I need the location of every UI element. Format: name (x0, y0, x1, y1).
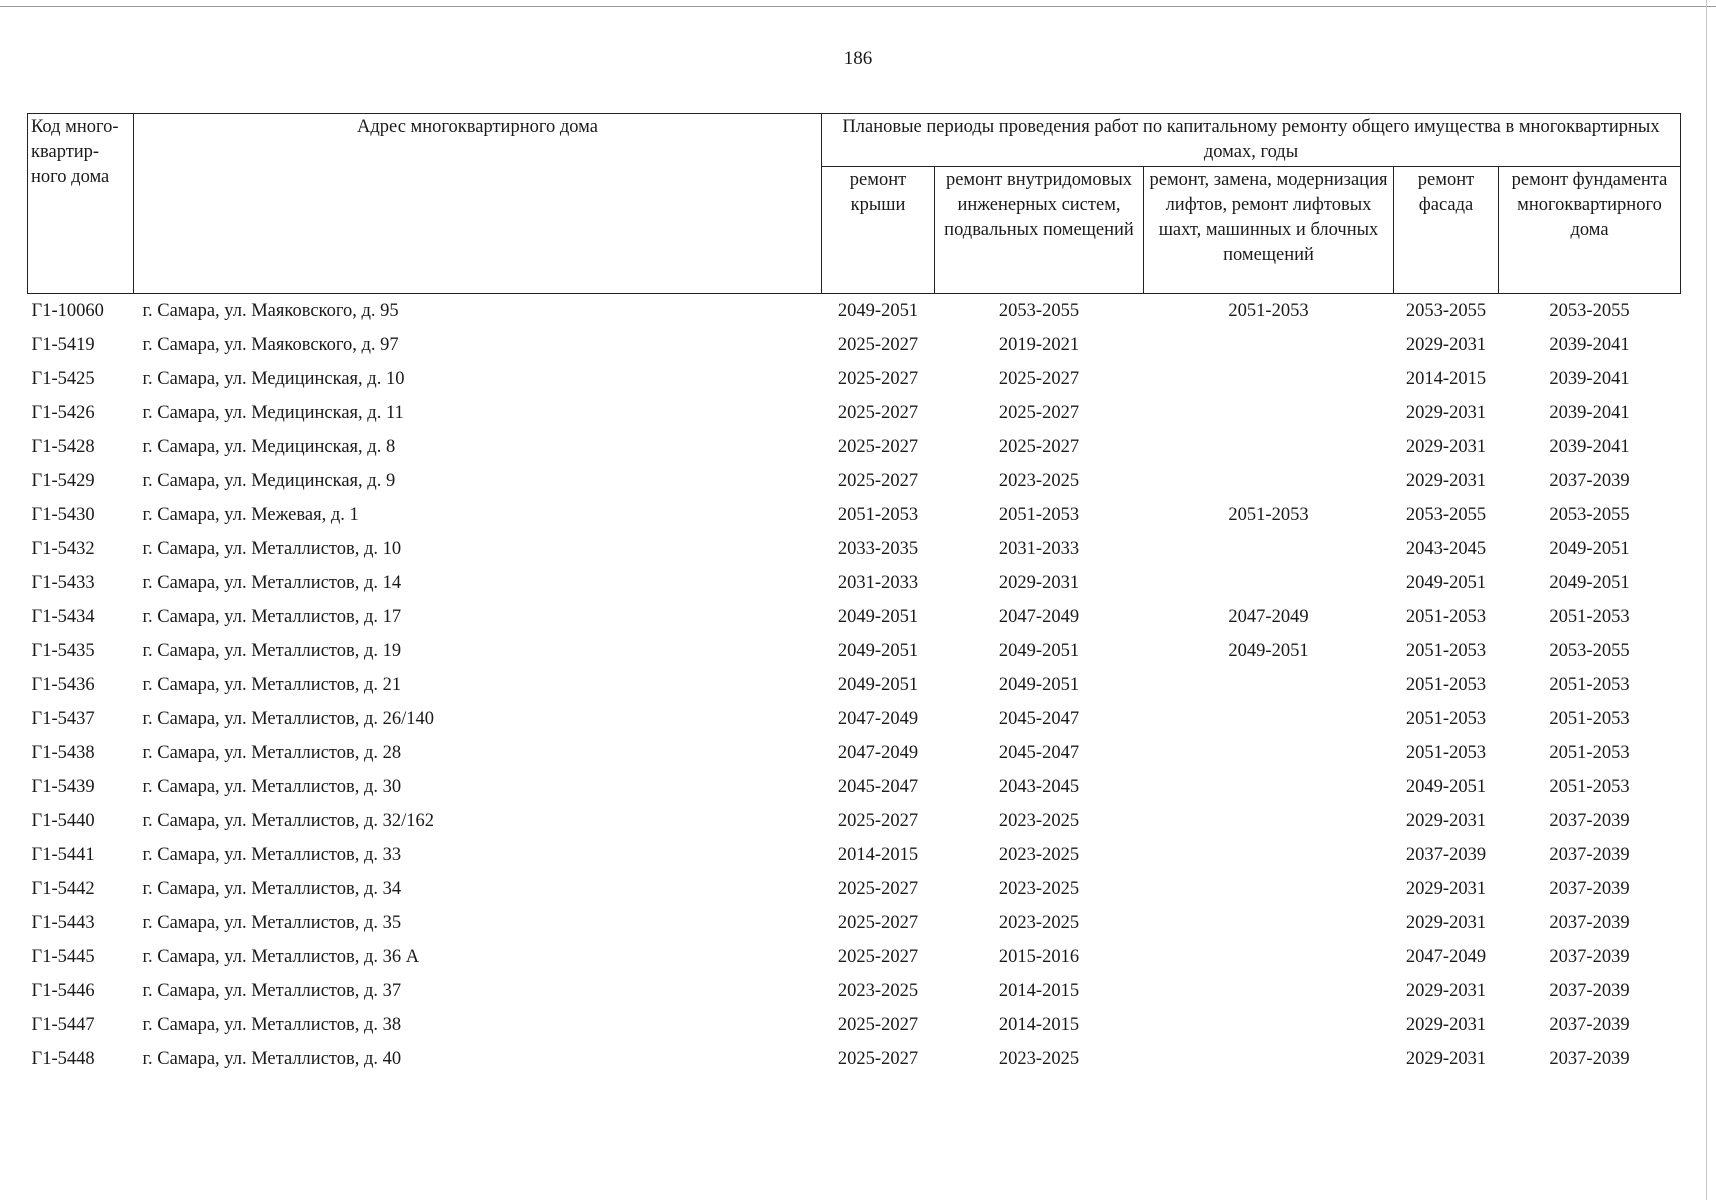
cell-code: Г1-5441 (31, 845, 95, 865)
cell-code: Г1-5443 (31, 913, 95, 933)
header-address: Адрес многоквартирного дома (134, 114, 822, 294)
cell-lifts: 2051-2053 (1228, 301, 1309, 321)
repair-schedule-table (27, 113, 1681, 1076)
cell-code: Г1-10060 (31, 301, 104, 321)
cell-roof: 2025-2027 (837, 369, 919, 389)
cell-lifts: 2051-2053 (1228, 505, 1309, 525)
header-foundation: ремонт фундамента многоквартирного дома (1499, 167, 1681, 294)
table-row (28, 974, 1681, 1008)
table-row (28, 566, 1681, 600)
table-row (28, 498, 1681, 532)
cell-address: г. Самара, ул. Металлистов, д. 32/162 (142, 811, 435, 831)
cell-code: Г1-5434 (31, 607, 95, 627)
cell-lifts (1144, 906, 1394, 940)
table-row (28, 1008, 1681, 1042)
cell-code: Г1-5438 (31, 743, 95, 763)
cell-roof: 2049-2051 (837, 641, 919, 661)
cell-facade: 2037-2039 (1405, 845, 1487, 865)
cell-address: г. Самара, ул. Медицинская, д. 11 (142, 403, 404, 423)
cell-code: Г1-5442 (31, 879, 95, 899)
table-row (28, 634, 1681, 668)
cell-lifts (1144, 566, 1394, 600)
cell-facade: 2029-2031 (1405, 335, 1487, 355)
cell-engineering: 2023-2025 (998, 845, 1080, 865)
cell-engineering: 2025-2027 (998, 437, 1080, 457)
cell-roof: 2014-2015 (837, 845, 919, 865)
table-row (28, 328, 1681, 362)
cell-facade: 2051-2053 (1405, 607, 1487, 627)
table-row (28, 702, 1681, 736)
cell-facade: 2014-2015 (1405, 369, 1487, 389)
cell-foundation: 2051-2053 (1549, 777, 1630, 797)
cell-address: г. Самара, ул. Металлистов, д. 19 (142, 641, 402, 661)
header-lifts: ремонт, замена, модернизация лифтов, ремонт лифтовых шахт, машинных и блочных помещений (1144, 167, 1394, 294)
cell-engineering: 2014-2015 (998, 981, 1080, 1001)
cell-facade: 2029-2031 (1405, 981, 1487, 1001)
cell-code: Г1-5426 (31, 403, 95, 423)
cell-facade: 2029-2031 (1405, 879, 1487, 899)
cell-code: Г1-5436 (31, 675, 95, 695)
cell-roof: 2025-2027 (837, 913, 919, 933)
cell-roof: 2051-2053 (837, 505, 919, 525)
cell-foundation: 2039-2041 (1549, 335, 1630, 355)
cell-engineering: 2051-2053 (998, 505, 1080, 525)
cell-address: г. Самара, ул. Металлистов, д. 14 (142, 573, 402, 593)
cell-lifts (1144, 702, 1394, 736)
cell-roof: 2025-2027 (837, 335, 919, 355)
table-row (28, 600, 1681, 634)
cell-address: г. Самара, ул. Медицинская, д. 10 (142, 369, 405, 389)
cell-engineering: 2045-2047 (998, 709, 1080, 729)
cell-lifts (1144, 430, 1394, 464)
cell-roof: 2025-2027 (837, 1049, 919, 1069)
cell-roof: 2025-2027 (837, 471, 919, 491)
cell-lifts (1144, 804, 1394, 838)
cell-code: Г1-5419 (31, 335, 95, 355)
cell-roof: 2025-2027 (837, 811, 919, 831)
cell-facade: 2029-2031 (1405, 437, 1487, 457)
cell-foundation: 2037-2039 (1549, 913, 1630, 933)
cell-roof: 2025-2027 (837, 947, 919, 967)
cell-address: г. Самара, ул. Маяковского, д. 95 (142, 301, 399, 321)
cell-foundation: 2037-2039 (1549, 845, 1630, 865)
cell-facade: 2047-2049 (1405, 947, 1487, 967)
cell-engineering: 2025-2027 (998, 403, 1080, 423)
cell-lifts (1144, 770, 1394, 804)
cell-code: Г1-5428 (31, 437, 95, 457)
cell-roof: 2049-2051 (837, 301, 919, 321)
cell-roof: 2047-2049 (837, 743, 919, 763)
cell-engineering: 2025-2027 (998, 369, 1080, 389)
cell-code: Г1-5445 (31, 947, 95, 967)
cell-engineering: 2049-2051 (998, 641, 1080, 661)
cell-foundation: 2039-2041 (1549, 437, 1630, 457)
table-row (28, 906, 1681, 940)
cell-foundation: 2037-2039 (1549, 947, 1630, 967)
right-border-line (1706, 0, 1707, 1200)
cell-lifts (1144, 974, 1394, 1008)
cell-facade: 2029-2031 (1405, 403, 1487, 423)
cell-engineering: 2043-2045 (998, 777, 1080, 797)
cell-engineering: 2019-2021 (998, 335, 1080, 355)
cell-lifts (1144, 532, 1394, 566)
cell-lifts (1144, 838, 1394, 872)
cell-address: г. Самара, ул. Металлистов, д. 37 (142, 981, 402, 1001)
table-row (28, 362, 1681, 396)
cell-engineering: 2029-2031 (998, 573, 1080, 593)
table-row (28, 396, 1681, 430)
cell-engineering: 2014-2015 (998, 1015, 1080, 1035)
table-row (28, 736, 1681, 770)
cell-address: г. Самара, ул. Металлистов, д. 34 (142, 879, 402, 899)
cell-engineering: 2023-2025 (998, 1049, 1080, 1069)
cell-foundation: 2039-2041 (1549, 403, 1630, 423)
cell-code: Г1-5437 (31, 709, 95, 729)
cell-foundation: 2053-2055 (1549, 641, 1630, 661)
cell-lifts: 2047-2049 (1228, 607, 1309, 627)
cell-address: г. Самара, ул. Металлистов, д. 30 (142, 777, 402, 797)
cell-facade: 2029-2031 (1405, 811, 1487, 831)
cell-lifts (1144, 668, 1394, 702)
cell-foundation: 2051-2053 (1549, 675, 1630, 695)
cell-address: г. Самара, ул. Металлистов, д. 40 (142, 1049, 402, 1069)
cell-lifts: 2049-2051 (1228, 641, 1309, 661)
cell-engineering: 2015-2016 (998, 947, 1080, 967)
cell-lifts (1144, 1042, 1394, 1076)
cell-code: Г1-5446 (31, 981, 95, 1001)
header-engineering: ремонт внутридомовых инженерных систем, подвальных помещений (935, 167, 1144, 294)
cell-facade: 2053-2055 (1405, 505, 1487, 525)
cell-code: Г1-5433 (31, 573, 95, 593)
table-body (28, 294, 1681, 1077)
cell-facade: 2043-2045 (1405, 539, 1487, 559)
cell-lifts (1144, 328, 1394, 362)
cell-engineering: 2031-2033 (998, 539, 1080, 559)
table-row (28, 872, 1681, 906)
cell-address: г. Самара, ул. Металлистов, д. 17 (142, 607, 402, 627)
cell-foundation: 2049-2051 (1549, 539, 1630, 559)
cell-roof: 2025-2027 (837, 437, 919, 457)
cell-roof: 2033-2035 (837, 539, 919, 559)
cell-address: г. Самара, ул. Металлистов, д. 38 (142, 1015, 402, 1035)
cell-facade: 2049-2051 (1405, 777, 1487, 797)
cell-foundation: 2049-2051 (1549, 573, 1630, 593)
table-row (28, 464, 1681, 498)
cell-facade: 2051-2053 (1405, 743, 1487, 763)
cell-address: г. Самара, ул. Медицинская, д. 9 (142, 471, 396, 491)
cell-lifts (1144, 736, 1394, 770)
cell-lifts (1144, 1008, 1394, 1042)
cell-foundation: 2051-2053 (1549, 743, 1630, 763)
header-roof: ремонт крыши (822, 167, 935, 294)
cell-facade: 2029-2031 (1405, 1015, 1487, 1035)
cell-facade: 2053-2055 (1405, 301, 1487, 321)
cell-lifts (1144, 940, 1394, 974)
cell-engineering: 2049-2051 (998, 675, 1080, 695)
cell-roof: 2049-2051 (837, 607, 919, 627)
cell-lifts (1144, 396, 1394, 430)
table-row (28, 1042, 1681, 1076)
cell-lifts (1144, 872, 1394, 906)
cell-code: Г1-5430 (31, 505, 95, 525)
table-row (28, 294, 1681, 329)
cell-facade: 2051-2053 (1405, 709, 1487, 729)
cell-roof: 2031-2033 (837, 573, 919, 593)
cell-code: Г1-5440 (31, 811, 95, 831)
cell-foundation: 2037-2039 (1549, 1049, 1630, 1069)
top-border-line (0, 6, 1716, 7)
cell-roof: 2025-2027 (837, 403, 919, 423)
cell-code: Г1-5448 (31, 1049, 95, 1069)
table-row (28, 430, 1681, 464)
cell-foundation: 2037-2039 (1549, 811, 1630, 831)
cell-facade: 2051-2053 (1405, 675, 1487, 695)
cell-lifts (1144, 362, 1394, 396)
cell-code: Г1-5425 (31, 369, 95, 389)
cell-engineering: 2023-2025 (998, 913, 1080, 933)
cell-address: г. Самара, ул. Медицинская, д. 8 (142, 437, 396, 457)
table-header (28, 114, 1681, 294)
cell-address: г. Самара, ул. Металлистов, д. 10 (142, 539, 402, 559)
table-row (28, 940, 1681, 974)
cell-code: Г1-5439 (31, 777, 95, 797)
cell-address: г. Самара, ул. Межевая, д. 1 (142, 505, 359, 525)
table-row (28, 770, 1681, 804)
cell-foundation: 2037-2039 (1549, 471, 1630, 491)
header-planned-periods: Плановые периоды проведения работ по капитальному ремонту общего имущества в многоквартирных домах, годы (822, 114, 1681, 167)
cell-facade: 2049-2051 (1405, 573, 1487, 593)
cell-address: г. Самара, ул. Металлистов, д. 21 (142, 675, 402, 695)
cell-foundation: 2037-2039 (1549, 1015, 1630, 1035)
cell-roof: 2047-2049 (837, 709, 919, 729)
cell-facade: 2029-2031 (1405, 1049, 1487, 1069)
cell-foundation: 2051-2053 (1549, 607, 1630, 627)
table-row (28, 838, 1681, 872)
cell-foundation: 2039-2041 (1549, 369, 1630, 389)
cell-engineering: 2023-2025 (998, 471, 1080, 491)
cell-roof: 2049-2051 (837, 675, 919, 695)
cell-foundation: 2051-2053 (1549, 709, 1630, 729)
page-number: 186 (843, 48, 873, 69)
cell-engineering: 2045-2047 (998, 743, 1080, 763)
cell-roof: 2025-2027 (837, 1015, 919, 1035)
cell-engineering: 2047-2049 (998, 607, 1080, 627)
table-row (28, 804, 1681, 838)
cell-address: г. Самара, ул. Металлистов, д. 28 (142, 743, 402, 763)
cell-foundation: 2053-2055 (1549, 301, 1630, 321)
cell-address: г. Самара, ул. Маяковского, д. 97 (142, 335, 399, 355)
table-row (28, 668, 1681, 702)
cell-code: Г1-5435 (31, 641, 95, 661)
header-code: Код много-квартир-ного дома (28, 114, 134, 294)
cell-engineering: 2023-2025 (998, 811, 1080, 831)
cell-lifts (1144, 464, 1394, 498)
cell-engineering: 2023-2025 (998, 879, 1080, 899)
cell-code: Г1-5429 (31, 471, 95, 491)
header-facade: ремонт фасада (1394, 167, 1499, 294)
cell-facade: 2029-2031 (1405, 471, 1487, 491)
cell-roof: 2045-2047 (837, 777, 919, 797)
cell-facade: 2029-2031 (1405, 913, 1487, 933)
cell-address: г. Самара, ул. Металлистов, д. 35 (142, 913, 402, 933)
cell-address: г. Самара, ул. Металлистов, д. 36 А (142, 947, 420, 967)
cell-address: г. Самара, ул. Металлистов, д. 26/140 (142, 709, 435, 729)
cell-foundation: 2053-2055 (1549, 505, 1630, 525)
table-row (28, 532, 1681, 566)
cell-foundation: 2037-2039 (1549, 981, 1630, 1001)
cell-roof: 2023-2025 (837, 981, 919, 1001)
cell-facade: 2051-2053 (1405, 641, 1487, 661)
cell-foundation: 2037-2039 (1549, 879, 1630, 899)
cell-address: г. Самара, ул. Металлистов, д. 33 (142, 845, 402, 865)
cell-engineering: 2053-2055 (998, 301, 1080, 321)
cell-roof: 2025-2027 (837, 879, 919, 899)
cell-code: Г1-5432 (31, 539, 95, 559)
cell-code: Г1-5447 (31, 1015, 95, 1035)
